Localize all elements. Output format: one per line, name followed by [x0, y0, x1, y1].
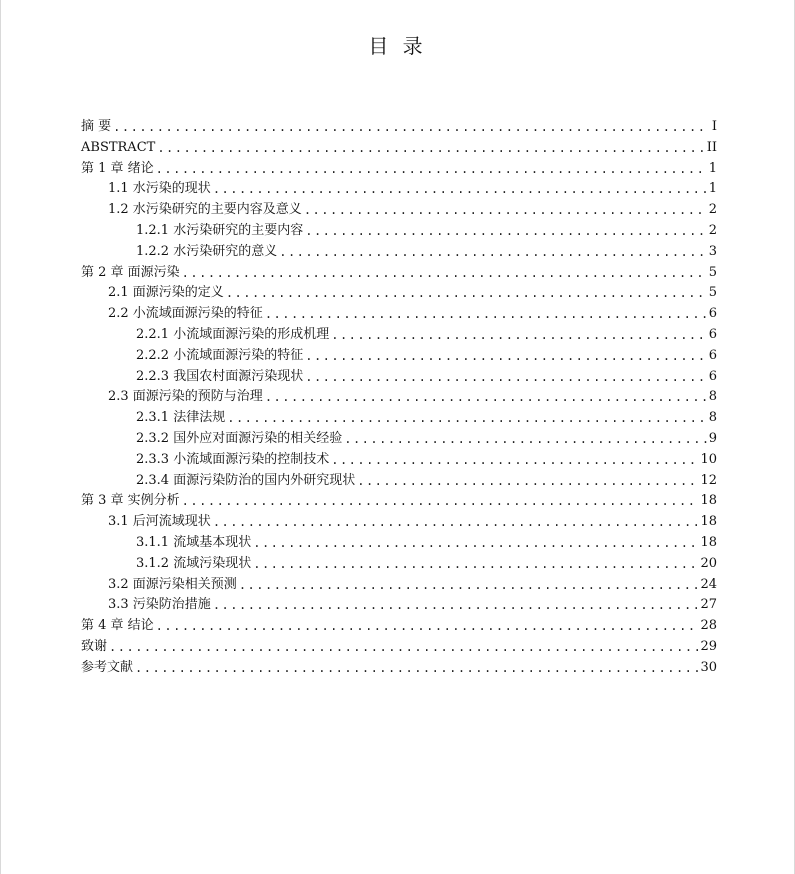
toc-entry-label: 2.3.1 法律法规 — [136, 410, 226, 426]
toc-entry-label: 3.1.2 流域污染现状 — [136, 555, 252, 571]
toc-entry-page: 6 — [708, 347, 717, 363]
toc-leader-dots — [227, 408, 707, 429]
toc-entry-page: 29 — [700, 638, 717, 654]
toc-leader-dots — [331, 325, 707, 346]
toc-entry[interactable] — [81, 117, 717, 138]
toc-entry-label: 2.3.4 面源污染防治的国内外研究现状 — [136, 472, 356, 488]
toc-entry-label: 3.1.1 流域基本现状 — [136, 534, 252, 550]
toc-entry-label: 第 2 章 面源污染 — [81, 264, 180, 280]
toc-leader-dots — [156, 616, 699, 637]
toc-entry-label: 1.2 水污染研究的主要内容及意义 — [108, 202, 302, 218]
toc-entry-page: 6 — [708, 326, 717, 342]
toc-entry[interactable] — [81, 159, 717, 180]
toc-entry-page: 18 — [700, 493, 717, 509]
toc-entry[interactable] — [81, 387, 717, 408]
toc-entry[interactable] — [81, 367, 717, 388]
toc-entry-page: 18 — [700, 514, 717, 530]
toc-leader-dots — [253, 554, 698, 575]
toc-entry[interactable] — [81, 283, 717, 304]
toc-leader-dots — [113, 117, 707, 138]
toc-entry[interactable] — [81, 179, 717, 200]
toc-entry-label: 参考文献 — [81, 659, 134, 675]
toc-entry-page: 1 — [708, 181, 717, 197]
toc-entry-page: 20 — [700, 555, 717, 571]
toc-leader-dots — [279, 242, 707, 263]
toc-entry-page: 5 — [708, 285, 717, 301]
toc-entry-page: I — [711, 119, 717, 134]
toc-entry-page: 8 — [708, 410, 717, 426]
toc-leader-dots — [357, 471, 698, 492]
toc-entry[interactable] — [81, 138, 717, 159]
toc-entry-label: 摘 要 — [81, 119, 112, 134]
toc-entry-page: 2 — [708, 202, 717, 218]
toc-leader-dots — [213, 512, 699, 533]
toc-entry[interactable] — [81, 263, 717, 284]
toc-leader-dots — [331, 450, 698, 471]
toc-entry[interactable] — [81, 304, 717, 325]
toc-entry-page: 3 — [708, 243, 717, 259]
toc-leader-dots — [265, 304, 707, 325]
toc-entry[interactable] — [81, 408, 717, 429]
toc-entry[interactable] — [81, 616, 717, 637]
toc-entry-label: 2.2.1 小流域面源污染的形成机理 — [136, 326, 330, 342]
toc-entry[interactable] — [81, 450, 717, 471]
toc-entry[interactable] — [81, 200, 717, 221]
toc-entry-page: 2 — [708, 222, 717, 238]
toc-leader-dots — [157, 138, 704, 159]
toc-entry-label: 第 1 章 绪论 — [81, 160, 154, 176]
toc-entry-label: 2.1 面源污染的定义 — [108, 285, 224, 301]
toc-leader-dots — [265, 387, 707, 408]
toc-leader-dots — [135, 658, 698, 679]
toc-entry-page: 9 — [708, 430, 717, 446]
toc-leader-dots — [253, 533, 698, 554]
toc-entry-label: 2.2.3 我国农村面源污染现状 — [136, 368, 304, 384]
toc-entry[interactable] — [81, 554, 717, 575]
toc-entry[interactable] — [81, 429, 717, 450]
toc-entry[interactable] — [81, 242, 717, 263]
toc-entry-label: 第 4 章 结论 — [81, 618, 154, 634]
toc-entry-label: 1.1 水污染的现状 — [108, 181, 211, 197]
toc-leader-dots — [344, 429, 707, 450]
toc-entry-page: 6 — [708, 368, 717, 384]
toc-entry-page: 8 — [708, 389, 717, 405]
toc-entry[interactable] — [81, 346, 717, 367]
toc-leader-dots — [182, 491, 699, 512]
toc-entry-label: 3.3 污染防治措施 — [108, 597, 211, 613]
toc-entry-label: 1.2.1 水污染研究的主要内容 — [136, 222, 304, 238]
toc-entry-label: 3.1 后河流域现状 — [108, 514, 211, 530]
toc-entry-page: 30 — [700, 659, 717, 675]
toc-entry-label: 1.2.2 水污染研究的意义 — [136, 243, 278, 259]
table-of-contents — [81, 117, 717, 679]
toc-entry-label: 第 3 章 实例分析 — [81, 493, 180, 509]
toc-entry-label: 2.3 面源污染的预防与治理 — [108, 389, 263, 405]
toc-entry[interactable] — [81, 595, 717, 616]
toc-leader-dots — [226, 283, 707, 304]
toc-entry-label: 致谢 — [81, 638, 108, 654]
toc-entry[interactable] — [81, 575, 717, 596]
toc-entry-label: 2.3.3 小流域面源污染的控制技术 — [136, 451, 330, 467]
toc-leader-dots — [305, 346, 707, 367]
toc-entry-page: 10 — [700, 451, 717, 467]
toc-entry-label: 2.2.2 小流域面源污染的特征 — [136, 347, 304, 363]
toc-leader-dots — [182, 263, 707, 284]
toc-leader-dots — [304, 200, 707, 221]
toc-entry[interactable] — [81, 471, 717, 492]
toc-leader-dots — [305, 221, 707, 242]
toc-entry[interactable] — [81, 491, 717, 512]
toc-entry-label: 3.2 面源污染相关预测 — [108, 576, 237, 592]
toc-leader-dots — [156, 159, 707, 180]
toc-entry-page: 27 — [700, 597, 717, 613]
toc-entry-page: 28 — [700, 618, 717, 634]
toc-entry-page: 5 — [708, 264, 717, 280]
toc-leader-dots — [239, 575, 699, 596]
toc-entry-page: 6 — [708, 306, 717, 322]
toc-entry[interactable] — [81, 658, 717, 679]
toc-leader-dots — [213, 179, 707, 200]
toc-entry-label: 2.3.2 国外应对面源污染的相关经验 — [136, 430, 343, 446]
toc-entry-page: II — [706, 139, 717, 155]
toc-leader-dots — [213, 595, 699, 616]
toc-entry[interactable] — [81, 533, 717, 554]
toc-entry[interactable] — [81, 637, 717, 658]
toc-leader-dots — [109, 637, 698, 658]
toc-entry-page: 24 — [700, 576, 717, 592]
toc-entry-page: 18 — [700, 534, 717, 550]
toc-entry-label: ABSTRACT — [81, 139, 156, 155]
toc-entry[interactable] — [81, 325, 717, 346]
toc-title: 目 录 — [368, 34, 427, 58]
toc-entry[interactable] — [81, 221, 717, 242]
toc-entry[interactable] — [81, 512, 717, 533]
toc-leader-dots — [305, 367, 707, 388]
toc-entry-page: 12 — [700, 472, 717, 488]
toc-entry-page: 1 — [708, 160, 717, 176]
toc-entry-label: 2.2 小流域面源污染的特征 — [108, 306, 263, 322]
